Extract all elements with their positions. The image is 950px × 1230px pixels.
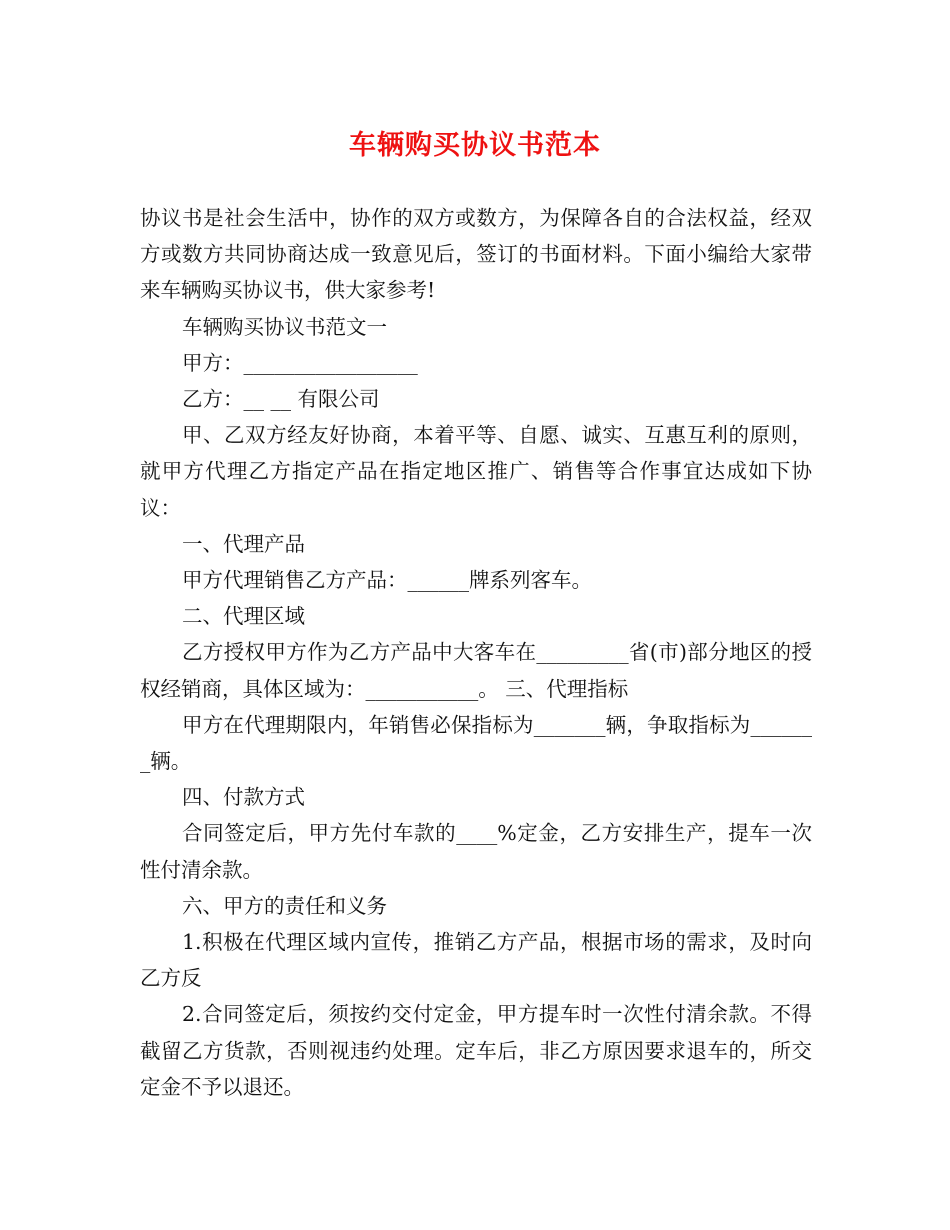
section-heading-agency-products: 一、代理产品 (182, 531, 305, 556)
duty-item-1: 1.积极在代理区域内宣传，推销乙方产品，根据市场的需求，及时向乙方反 (140, 930, 812, 991)
document-title: 车辆购买协议书范本 (349, 130, 601, 161)
payment-clause: 合同签定后，甲方先付车款的____%定金，乙方安排生产，提车一次性付清余款。 (140, 821, 812, 882)
duty-item-2: 2.合同签定后，须按约交付定金，甲方提车时一次性付清余款。不得截留乙方货款，否则视违约处理。定车后，非乙方原因要求退车的，所交定金不予以退还。 (140, 1002, 812, 1099)
party-b-line: 乙方：__ __ 有限公司 (182, 387, 380, 412)
section-heading-agency-region: 二、代理区域 (182, 604, 305, 629)
section-heading-payment: 四、付款方式 (182, 785, 305, 810)
agreement-preamble: 甲、乙双方经友好协商，本着平等、自愿、诚实、互惠互利的原则，就甲方代理乙方指定产品在指定地区推广、销售等合作事宜达成如下协议： (140, 423, 812, 520)
document-body (140, 200, 812, 1105)
section-heading-sample-one: 车辆购买协议书范文一 (182, 314, 387, 339)
sales-target-clause: 甲方在代理期限内，年销售必保指标为_______辆，争取指标为_______辆。 (140, 712, 812, 774)
intro-paragraph: 协议书是社会生活中，协作的双方或数方，为保障各自的合法权益，经双方或数方共同协商达成一致意见后，签订的书面材料。下面小编给大家带来车辆购买协议书，供大家参考! (140, 206, 812, 303)
agency-region-clause: 乙方授权甲方作为乙方产品中大客车在_________省(市)部分地区的授权经销商，具体区域为：___________。 三、代理指标 (140, 640, 812, 701)
agency-products-clause: 甲方代理销售乙方产品：______牌系列客车。 (182, 568, 592, 593)
party-a-line: 甲方：_________________ (182, 350, 418, 375)
section-heading-party-a-duties: 六、甲方的责任和义务 (182, 893, 387, 918)
